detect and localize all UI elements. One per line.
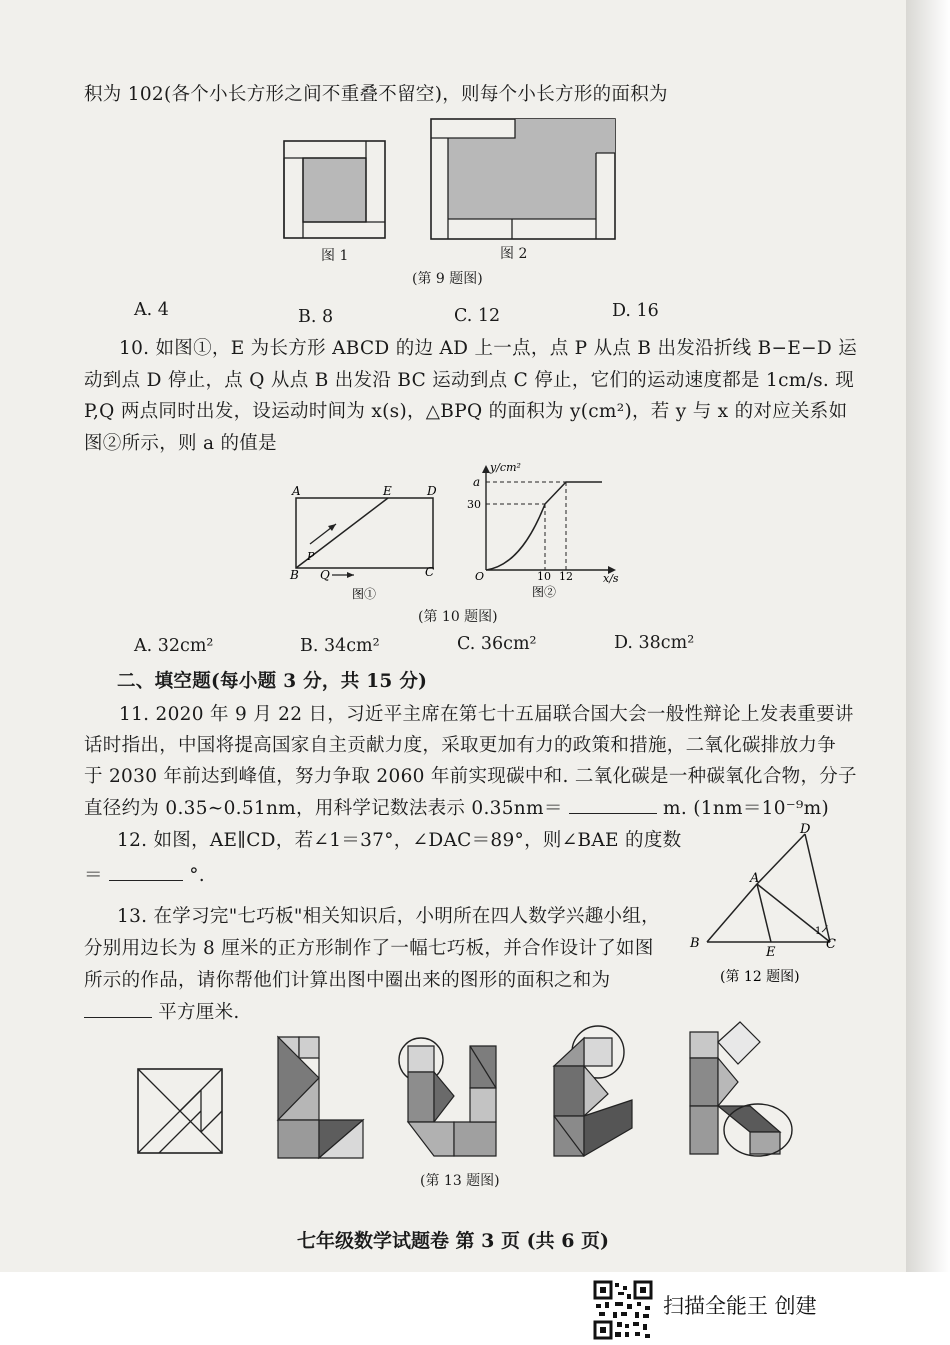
q10-fig2-xlabel: x/s (603, 572, 619, 585)
q10-fig1-e: E (383, 484, 392, 498)
q10-fig2-origin: O (475, 570, 485, 583)
q12-figure (686, 820, 846, 990)
q9-figure-1 (283, 140, 387, 240)
q9-continuation: 积为 102(各个小长方形之间不重叠不留空)，则每个小长方形的面积为 (84, 84, 668, 105)
q12-fig-c: C (826, 937, 836, 952)
q10-fig1-c: C (425, 565, 435, 579)
q12-caption: (第 12 题图) (720, 969, 800, 985)
q10-option-b: B. 34cm² (300, 636, 380, 656)
q9-caption: (第 9 题图) (412, 271, 483, 287)
q12-fig-angle-1: 1 (815, 926, 822, 937)
q12-fig-d: D (800, 822, 811, 837)
q10-line-3: P,Q 两点同时出发，设运动时间为 x(s)，△BPQ 的面积为 y(cm²)，若 y 与 x 的对应关系如 (84, 401, 848, 422)
q10-fig1-a: A (292, 484, 301, 498)
q9-option-d: D. 16 (612, 301, 659, 321)
q10-fig2-10: 10 (537, 570, 551, 583)
q12-fig-e: E (766, 945, 776, 960)
q10-line-2: 动到点 D 停止，点 Q 从点 B 出发沿 BC 运动到点 C 停止，它们的运动速度都是 1cm/s. 现 (84, 370, 855, 391)
q10-fig2-12: 12 (559, 570, 573, 583)
q10-fig1-d: D (427, 484, 437, 498)
q13-line-1: 13. 在学习完"七巧板"相关知识后，小明所在四人数学兴趣小组， (117, 906, 660, 927)
page-footer: 七年级数学试题卷 第 3 页 (共 6 页) (296, 1230, 610, 1252)
q10-figure-2 (466, 462, 626, 602)
q12-equals: ＝ (84, 865, 103, 886)
q10-figure-1 (284, 478, 444, 603)
q9-fig1-label: 图 1 (321, 248, 349, 264)
page-edge (906, 0, 950, 1272)
q9-option-b: B. 8 (298, 307, 334, 327)
q13-line-3: 所示的作品，请你帮他们计算出图中圈出来的图形的面积之和为 (84, 970, 611, 991)
q10-line-4: 图②所示，则 a 的值是 (84, 433, 277, 454)
q10-fig2-a: a (473, 475, 481, 489)
tangram-letter-c (548, 1024, 658, 1160)
q10-fig1-b: B (290, 568, 299, 582)
q11-line-2: 话时指出，中国将提高国家自主贡献力度，采取更加有力的政策和措施，二氧化碳排放力争 (84, 735, 837, 756)
q9-option-c: C. 12 (454, 306, 501, 326)
q13-line-2: 分别用边长为 8 厘米的正方形制作了一幅七巧板，并合作设计了如图 (84, 938, 654, 959)
tangram-letter-k (680, 1024, 798, 1160)
q12-line-2 (84, 861, 205, 887)
tangram-letter-u (398, 1032, 508, 1160)
q11-line-1: 11. 2020 年 9 月 22 日，习近平主席在第七十五届联合国大会一般性辩论上发表重要讲 (119, 704, 854, 725)
q10-line-1: 10. 如图①，E 为长方形 ABCD 的边 AD 上一点，点 P 从点 B 出发沿折线 B−E−D 运 (119, 338, 858, 359)
q11-line-4 (84, 794, 829, 820)
q9-option-a: A. 4 (134, 300, 169, 320)
qr-code (593, 1280, 653, 1340)
q12-degree: °. (189, 865, 205, 886)
q10-fig1-q: Q (320, 568, 330, 582)
q10-option-a: A. 32cm² (134, 636, 214, 656)
q11-line-3: 于 2030 年前达到峰值，努力争取 2060 年前实现碳中和. 二氧化碳是一种碳氧化合物，分子 (84, 766, 857, 787)
q9-figure-2 (430, 118, 616, 240)
q11-line-4-text: 直径约为 0.35∼0.51nm，用科学记数法表示 0.35nm＝ (84, 798, 563, 819)
q12-line-1: 12. 如图，AE∥CD，若∠1＝37°，∠DAC＝89°，则∠BAE 的度数 (117, 830, 682, 851)
q10-option-c: C. 36cm² (457, 634, 537, 654)
q10-fig2-30: 30 (467, 498, 481, 511)
tangram-letter-l (277, 1036, 367, 1160)
q10-fig1-p: P (307, 550, 315, 563)
q10-fig2-label: 图② (532, 585, 557, 599)
q11-answer-blank[interactable] (569, 799, 657, 814)
tangram-square (137, 1068, 227, 1156)
q10-caption: (第 10 题图) (418, 609, 498, 625)
q10-option-d: D. 38cm² (614, 633, 695, 653)
q12-fig-a: A (750, 871, 760, 886)
q12-fig-b: B (690, 936, 700, 951)
section-2-heading: 二、填空题(每小题 3 分，共 15 分) (117, 671, 428, 692)
q10-fig2-ylabel: y/cm² (490, 461, 521, 474)
q13-unit: 平方厘米. (158, 1002, 240, 1023)
q11-line-4-unit: m. (1nm＝10⁻⁹m) (663, 798, 829, 819)
q13-line-4 (84, 998, 240, 1024)
q13-caption: (第 13 题图) (420, 1173, 500, 1189)
q10-fig1-label: 图① (352, 587, 377, 601)
q13-answer-blank[interactable] (84, 1003, 152, 1018)
q12-answer-blank[interactable] (109, 866, 183, 881)
q9-fig2-label: 图 2 (500, 246, 528, 262)
scanner-watermark: 扫描全能王 创建 (663, 1294, 817, 1318)
